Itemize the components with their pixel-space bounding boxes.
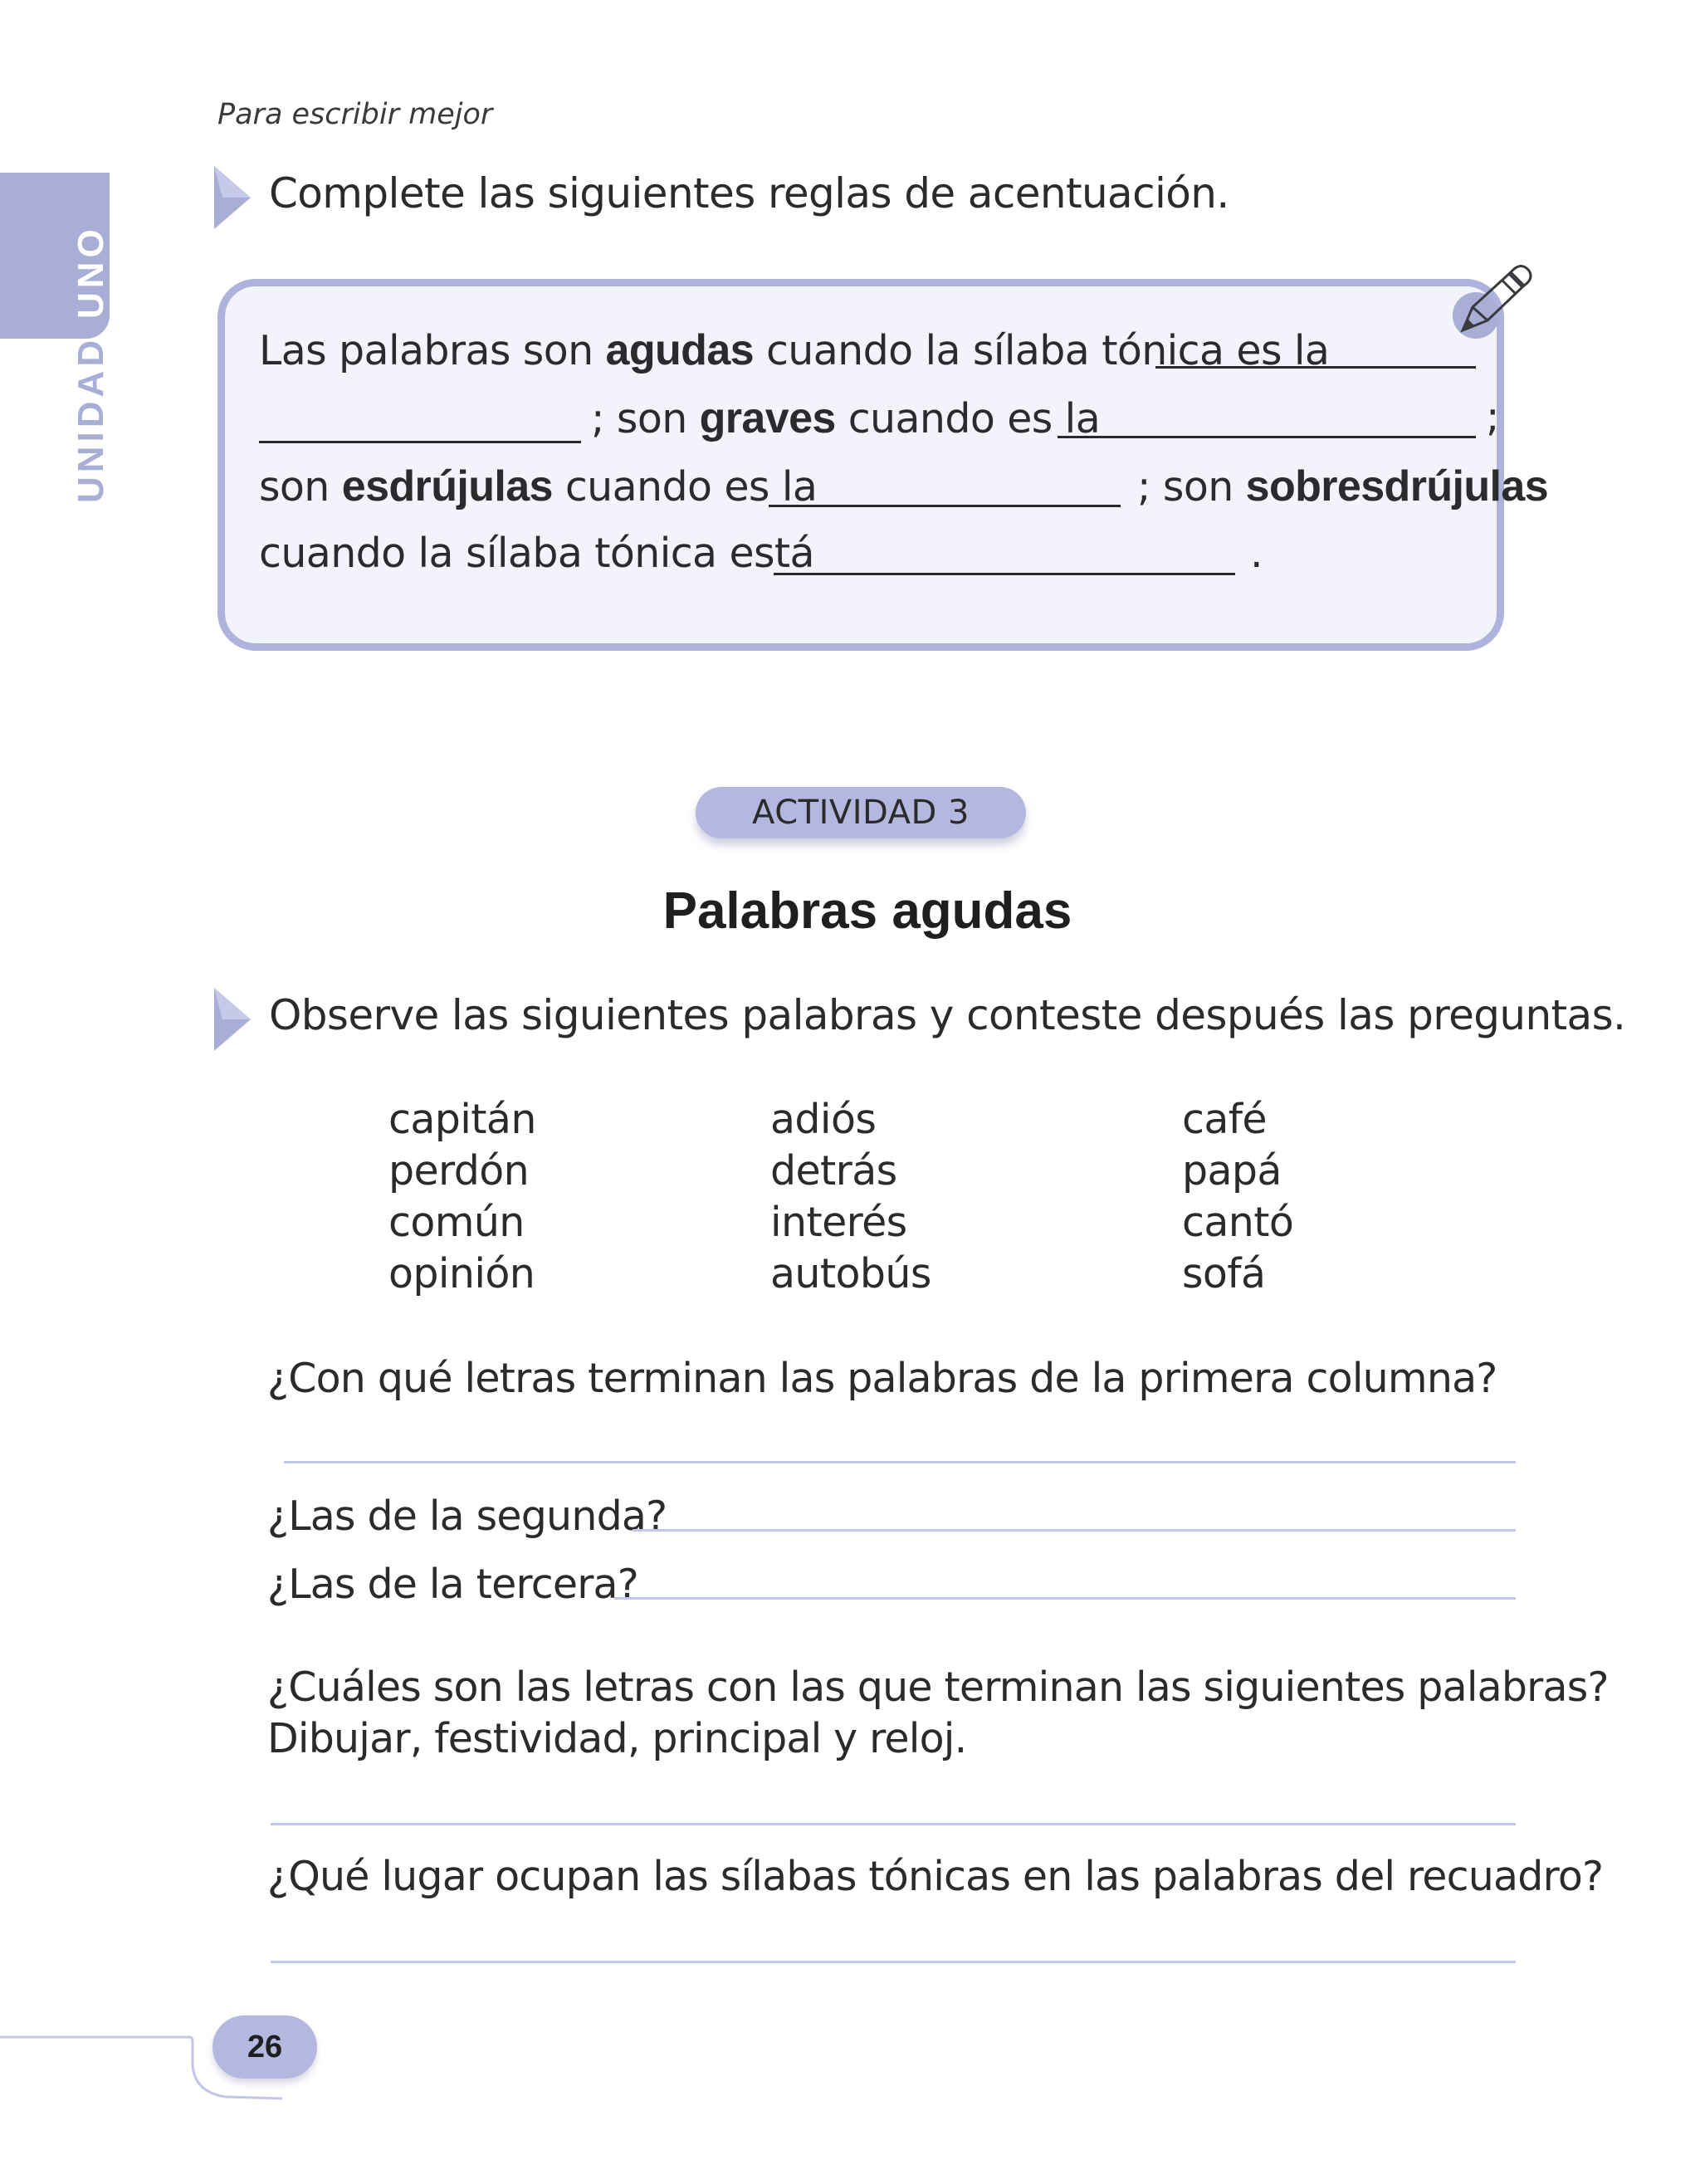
fill-blank-1[interactable] xyxy=(1155,366,1476,369)
list-item: común xyxy=(388,1199,525,1246)
answer-line-5[interactable] xyxy=(271,1961,1516,1963)
fill-blank-3[interactable] xyxy=(1058,436,1476,438)
fill-blank-2[interactable] xyxy=(259,441,581,443)
triangle-arrow-icon xyxy=(214,166,251,229)
answer-line-1[interactable] xyxy=(284,1461,1516,1463)
word-column-1 xyxy=(388,1094,536,1300)
activity-instruction: Observe las siguientes palabras y conteste después las preguntas. xyxy=(269,991,1626,1039)
triangle-arrow-icon xyxy=(214,988,251,1051)
list-item: perdón xyxy=(388,1147,530,1195)
list-item: opinión xyxy=(388,1250,535,1297)
keyword-esdrujulas: esdrújulas xyxy=(341,462,553,511)
keyword-agudas: agudas xyxy=(605,326,754,374)
list-item: café xyxy=(1182,1096,1267,1143)
list-item: autobús xyxy=(770,1250,931,1297)
running-head: Para escribir mejor xyxy=(217,98,493,131)
word-column-2 xyxy=(770,1094,931,1300)
fill-blank-5[interactable] xyxy=(774,573,1235,575)
answer-line-3[interactable] xyxy=(614,1597,1516,1600)
keyword-sobresdrujulas: sobresdrújulas xyxy=(1245,462,1549,511)
pencil-icon xyxy=(1444,259,1536,342)
list-item: sofá xyxy=(1182,1250,1266,1297)
word-column-3 xyxy=(1182,1094,1293,1300)
rule-line-3-end: ; son sobresdrújulas xyxy=(1137,462,1549,511)
keyword-graves: graves xyxy=(699,394,836,442)
rule-line-4-end: . xyxy=(1250,530,1263,577)
list-item: detrás xyxy=(770,1147,897,1195)
rule-line-2-end: ; xyxy=(1486,393,1499,441)
activity-label: ACTIVIDAD 3 xyxy=(696,787,1026,838)
side-tab-number: UNO xyxy=(71,225,111,319)
list-item: cantó xyxy=(1182,1199,1294,1246)
question-5: ¿Qué lugar ocupan las sílabas tónicas en las palabras del recuadro? xyxy=(267,1853,1604,1900)
question-1: ¿Con qué letras terminan las palabras de la primera columna? xyxy=(267,1355,1497,1402)
section1-instruction: Complete las siguientes reglas de acentuación. xyxy=(269,169,1229,217)
list-item: papá xyxy=(1182,1147,1282,1195)
activity-title: Palabras agudas xyxy=(662,882,1072,940)
rule-line-4: cuando la sílaba tónica está xyxy=(259,530,814,577)
list-item: adiós xyxy=(770,1096,877,1143)
answer-line-4[interactable] xyxy=(271,1823,1516,1825)
fill-blank-4[interactable] xyxy=(769,505,1121,507)
side-tab-unit: UNIDAD xyxy=(71,335,111,503)
question-4-line-2: Dibujar, festividad, principal y reloj. xyxy=(267,1715,967,1762)
list-item: interés xyxy=(770,1199,907,1246)
rule-line-2: ; son graves cuando es la xyxy=(591,394,1101,442)
question-3: ¿Las de la tercera? xyxy=(267,1561,638,1608)
rule-line-3: son esdrújulas cuando es la xyxy=(259,462,818,511)
answer-line-2[interactable] xyxy=(633,1529,1516,1532)
question-4-line-1: ¿Cuáles son las letras con las que terminan las siguientes palabras? xyxy=(267,1664,1609,1711)
question-2: ¿Las de la segunda? xyxy=(267,1493,667,1540)
page-number: 26 xyxy=(212,2015,317,2079)
rule-line-1: Las palabras son agudas cuando la sílaba tónica es la xyxy=(259,326,1330,374)
list-item: capitán xyxy=(388,1096,536,1143)
